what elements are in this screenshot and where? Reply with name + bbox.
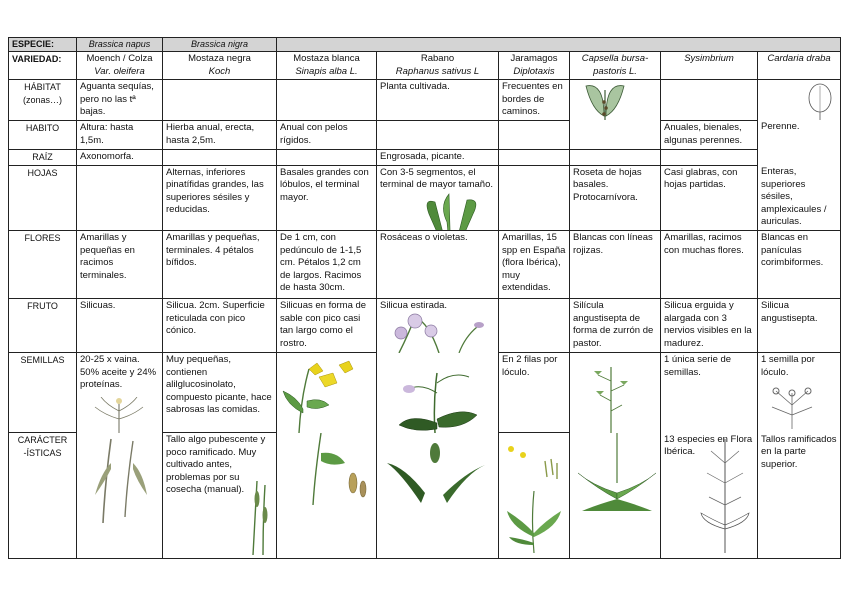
- semillas-cell: [758, 353, 841, 433]
- variety-cell: [163, 52, 277, 80]
- variety-latin: Var. oleifera: [94, 65, 145, 77]
- raiz-cell: [758, 149, 841, 165]
- habitat-cell: [570, 80, 661, 121]
- fruto-cell: Silicua erguida y alargada con 3 nervios visibles en la madurez.: [661, 299, 758, 353]
- variety-name: Sysimbrium: [684, 53, 734, 64]
- semillas-row: [9, 353, 841, 433]
- caracter-cell: [277, 433, 377, 559]
- semillas-cell: Muy pequeñas, contienen alilglucosinolato, compuesto picante, hace sabrosas las comidas.: [163, 353, 277, 433]
- raphanus-plant-illustration: [381, 353, 493, 433]
- fruto-cell: [499, 299, 570, 353]
- raiz-cell: Axonomorfa.: [77, 149, 163, 165]
- variety-latin: Diplotaxis: [513, 65, 555, 77]
- variety-cell: [277, 52, 377, 80]
- habitat-cell: Aguanta sequías, pero no las tª bajas.: [77, 80, 163, 121]
- habitat-cell: [661, 80, 758, 121]
- flores-cell: Amarillas y pequeñas en racimos terminales.: [77, 231, 163, 299]
- capsella-plant-illustration: [586, 361, 636, 433]
- flores-cell: De 1 cm, con pedúnculo de 1-1,5 cm. Pétalos 1,2 cm de largos. Racimos de hasta 30cm.: [277, 231, 377, 299]
- flores-cell: Rosáceas o violetas.: [377, 231, 499, 299]
- fruto-row: [9, 299, 841, 353]
- habitat-row: [9, 80, 841, 121]
- variety-cell: [661, 52, 758, 80]
- raiz-cell: [163, 149, 277, 165]
- species-name-blank: [277, 38, 841, 52]
- variety-name: Capsella bursa-: [581, 53, 649, 64]
- raiz-cell: [570, 149, 661, 165]
- habito-cell: [499, 120, 570, 149]
- flores-cell: Amarillas, 15 spp en España (flora Ibérica), muy extendidas.: [499, 231, 570, 299]
- habito-cell: [570, 120, 661, 149]
- fruto-text: Silicua estirada.: [380, 300, 448, 312]
- hojas-cell: Roseta de hojas basales. Protocarnívora.: [570, 165, 661, 230]
- semillas-text: 1 única serie de semillas.: [664, 354, 732, 378]
- habito-row: [9, 120, 841, 149]
- raphanus-base-illustration: [381, 433, 493, 503]
- fruto-cell: Silícula angustisepta de forma de zurrón de pastor.: [570, 299, 661, 353]
- fruto-cell: Silicuas en forma de sable con pico casi tan largo como el rostro.: [277, 299, 377, 353]
- variety-latin: Sinapis alba L.: [295, 65, 358, 77]
- species-name-cell: Brassica napus: [77, 38, 163, 52]
- variety-cell: [499, 52, 570, 80]
- caracter-cell: [661, 433, 758, 559]
- fruto-cell: [377, 299, 499, 353]
- brassicaceae-table: [8, 37, 841, 559]
- flores-cell: Amarillas, racimos con muchas flores.: [661, 231, 758, 299]
- variety-cell: [377, 52, 499, 80]
- caracter-text: Tallo algo pubescente y poco ramificado. Muy cultivado antes, problemas por su cosecha (manual).: [166, 434, 266, 496]
- habito-cell: Altura: hasta 1,5m.: [77, 120, 163, 149]
- brassica-napus-pods-illustration: [81, 433, 157, 523]
- especie-row: [9, 38, 841, 52]
- raiz-cell: [499, 149, 570, 165]
- semillas-cell: [77, 353, 163, 433]
- cardaria-detail-illustration: [804, 82, 838, 120]
- capsella-fruit-illustration: [582, 80, 628, 120]
- habito-cell: Hierba anual, erecta, hasta 2,5m.: [163, 120, 277, 149]
- habito-cell: Anuales, bienales, algunas perennes.: [661, 120, 758, 149]
- raphanus-flowers-illustration: [379, 313, 497, 353]
- fruto-cell: Silicua angustisepta.: [758, 299, 841, 353]
- variety-cell: [758, 52, 841, 80]
- hojas-cell: Casi glabras, con hojas partidas.: [661, 165, 758, 230]
- raiz-row: [9, 149, 841, 165]
- variety-name: Mostaza blanca: [293, 53, 360, 64]
- habito-cell: Anual con pelos rígidos.: [277, 120, 377, 149]
- caracter-cell: Tallos ramificados en la parte superior.: [758, 433, 841, 559]
- variedad-label: VARIEDAD:: [9, 52, 77, 80]
- variety-latin: Raphanus sativus L: [395, 65, 480, 77]
- diplotaxis-illustration: [501, 441, 567, 553]
- raiz-cell: [661, 149, 758, 165]
- semillas-cell: [277, 353, 377, 433]
- hojas-text: Con 3-5 segmentos, el terminal de mayor tamaño.: [380, 166, 493, 191]
- hojas-cell: Alternas, inferiores pinatífidas grandes, las superiores sésiles y reducidas.: [163, 165, 277, 230]
- flores-cell: Blancas en panículas corimbiformes.: [758, 231, 841, 299]
- raiz-cell: Engrosada, picante.: [377, 149, 499, 165]
- semillas-cell: [570, 353, 661, 433]
- hojas-cell: [377, 165, 499, 230]
- semillas-cell: [661, 353, 758, 433]
- caracter-cell: [570, 433, 661, 559]
- flores-row: [9, 231, 841, 299]
- semillas-text: 1 semilla por lóculo.: [761, 354, 815, 378]
- hojas-row: [9, 165, 841, 230]
- cardaria-plant-illustration: [762, 383, 822, 429]
- row-label: HÁBITAT (zonas…): [9, 80, 77, 121]
- sinapis-alba-seeds-illustration: [301, 433, 375, 505]
- semillas-text: 20-25 x vaina. 50% aceite y 24% proteínas.: [80, 354, 157, 391]
- especie-label: ESPECIE:: [9, 38, 77, 52]
- fruto-cell: Silicuas.: [77, 299, 163, 353]
- row-label: HABITO: [9, 120, 77, 149]
- flores-cell: Amarillas y pequeñas, terminales. 4 pétalos bífidos.: [163, 231, 277, 299]
- sinapis-alba-illustration: [279, 357, 375, 433]
- capsella-rosette-illustration: [572, 433, 661, 511]
- row-label: FLORES: [9, 231, 77, 299]
- brassica-nigra-pods-illustration: [247, 479, 271, 555]
- species-name-cell: Brassica nigra: [163, 38, 277, 52]
- raiz-cell: [277, 149, 377, 165]
- variety-name: Rabano: [420, 53, 455, 64]
- semillas-cell: [377, 353, 499, 433]
- habitat-cell: Planta cultivada.: [377, 80, 499, 121]
- caracteristicas-row: [9, 433, 841, 559]
- habitat-cell: [163, 80, 277, 121]
- habito-cell: [377, 120, 499, 149]
- row-label: FRUTO: [9, 299, 77, 353]
- variety-name: Cardaria draba: [767, 53, 831, 64]
- variedad-row: [9, 52, 841, 80]
- hojas-cell: [499, 165, 570, 230]
- radish-illustration: [415, 192, 487, 231]
- caracter-cell: [499, 433, 570, 559]
- row-label: SEMILLAS: [9, 353, 77, 433]
- variety-cell: [570, 52, 661, 80]
- habito-cell: Perenne.: [758, 120, 841, 149]
- caracter-cell: [163, 433, 277, 559]
- variety-latin: pastoris L.: [593, 65, 637, 77]
- hojas-cell: Basales grandes con lóbulos, el terminal mayor.: [277, 165, 377, 230]
- variety-cell: [77, 52, 163, 80]
- habitat-cell: Frecuentes en bordes de caminos.: [499, 80, 570, 121]
- hojas-cell: [77, 165, 163, 230]
- hojas-cell: Enteras, superiores sésiles, amplexicaules / auriculas.: [758, 165, 841, 230]
- fruto-cell: Silicua. 2cm. Superficie reticulada con pico cónico.: [163, 299, 277, 353]
- row-label: HOJAS: [9, 165, 77, 230]
- brassica-napus-illustration: [81, 397, 157, 433]
- row-label: RAÍZ: [9, 149, 77, 165]
- row-label: CARÁCTER -ÍSTICAS: [9, 433, 77, 559]
- variety-name: Moench / Colza: [86, 53, 153, 64]
- caracter-cell: [77, 433, 163, 559]
- variety-latin: Koch: [208, 65, 231, 77]
- caracter-cell: [377, 433, 499, 559]
- sysimbrium-illustration: [697, 433, 753, 553]
- variety-name: Mostaza negra: [188, 53, 251, 64]
- semillas-cell: En 2 filas por lóculo.: [499, 353, 570, 433]
- variety-name: Jaramagos: [510, 53, 558, 64]
- habitat-cell: [277, 80, 377, 121]
- caracter-text: 13 especies en Flora Ibérica.: [664, 433, 753, 458]
- habitat-cell: [758, 80, 841, 121]
- flores-cell: Blancas con líneas rojizas.: [570, 231, 661, 299]
